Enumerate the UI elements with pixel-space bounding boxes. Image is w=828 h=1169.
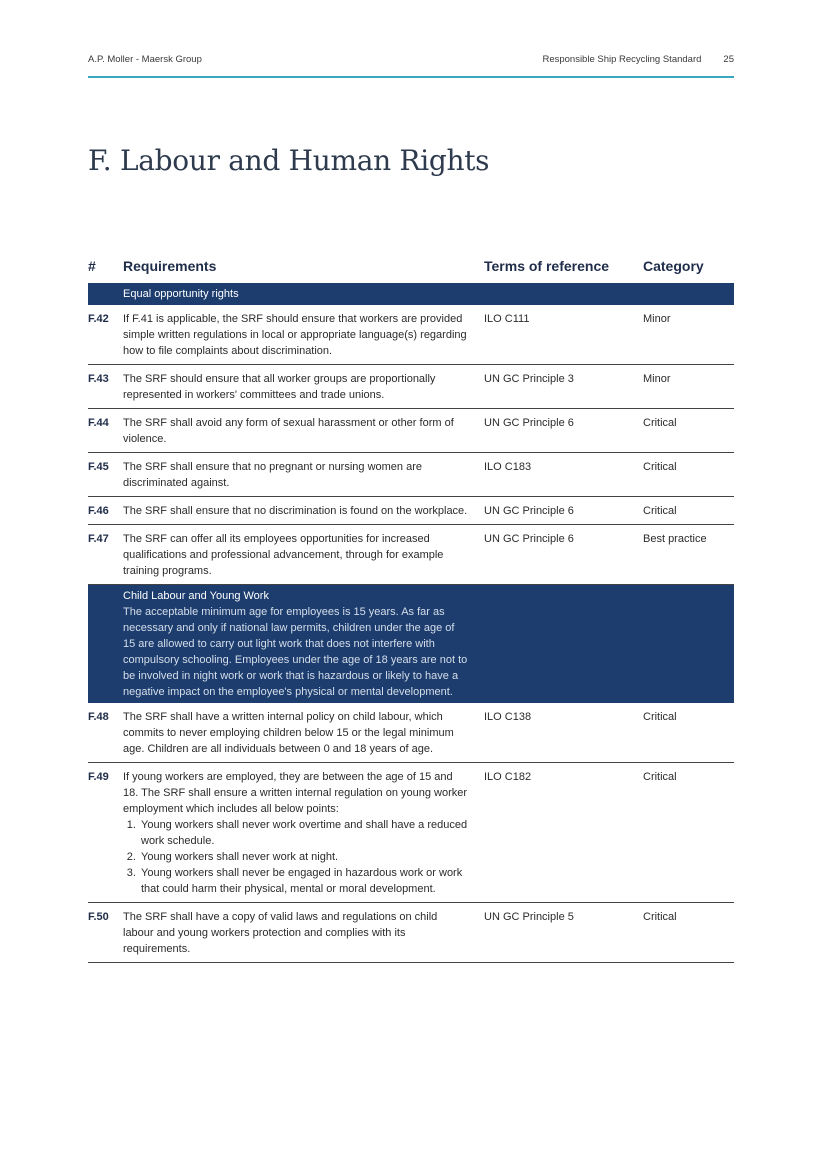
category: Minor [643,373,671,385]
requirement-text: The SRF shall have a written internal policy on child labour, which commits to never employing children below 15 or the legal minimum age. Children are all individuals between 0 and 18 years of age. [123,711,454,755]
category: Critical [643,505,677,517]
header-divider [88,76,734,78]
reference: ILO C183 [484,461,532,473]
category: Critical [643,771,677,783]
requirement-id: F.44 [88,417,109,429]
reference: UN GC Principle 5 [484,911,574,923]
table-row [88,365,734,409]
column-header-category: Category [643,258,704,274]
reference: ILO C111 [484,313,530,325]
requirement-cell [123,769,468,897]
requirement-id: F.50 [88,911,109,923]
requirement-id: F.42 [88,313,109,325]
requirement-text: If young workers are employed, they are between the age of 15 and 18. The SRF shall ensure a written internal regulation on young worker employment which includes all below points: [123,771,468,815]
document-title [542,54,734,65]
page-header [88,54,734,74]
table-header [88,258,734,282]
requirement-id: F.45 [88,461,109,473]
requirement-text: If F.41 is applicable, the SRF should ensure that workers are provided simple written regulations in local or appropriate language(s) regarding how to file complaints about discrimination. [123,313,467,357]
requirement-text: The SRF shall have a copy of valid laws and regulations on child labour and young workers protection and complies with its requirements. [123,911,438,955]
section-band-title: Child Labour and Young Work [123,590,269,602]
reference: UN GC Principle 6 [484,533,574,545]
reference: UN GC Principle 6 [484,505,574,517]
list-item: 3. Young workers shall never be engaged in hazardous work or work that could harm their physical, mental or moral development. [139,865,468,897]
table-row [88,763,734,903]
requirement-id: F.49 [88,771,109,783]
requirement-text: The SRF can offer all its employees opportunities for increased qualifications and professional advancement, through for example training programs. [123,533,444,577]
section-band-title: Equal opportunity rights [123,288,239,300]
requirement-text: The SRF should ensure that all worker groups are proportionally represented in workers' committees and trade unions. [123,373,436,401]
table-row [88,305,734,365]
section-band-description: The acceptable minimum age for employees is 15 years. As far as necessary and only if national law permits, children under the age of 15 are allowed to carry out light work that does not interfere with compulsory schooling. Employees under the age of 18 years are not to be involved in night work or work that is hazardous or likely to have a negative impact on the employee's physical or mental development. [123,606,468,698]
requirement-id: F.43 [88,373,109,385]
reference: ILO C138 [484,711,532,723]
category: Best practice [643,533,707,545]
table-row [88,409,734,453]
table-row [88,525,734,585]
list-item: 2. Young workers shall never work at night. [139,849,468,865]
section-title: F. Labour and Human Rights [88,144,490,177]
table-row [88,497,734,525]
category: Critical [643,711,677,723]
company-name: A.P. Moller - Maersk Group [88,54,202,65]
requirement-text: The SRF shall ensure that no pregnant or nursing women are discriminated against. [123,461,422,489]
section-band [88,283,734,305]
requirement-id: F.47 [88,533,109,545]
section-band [88,585,734,703]
requirement-id: F.46 [88,505,109,517]
requirement-text: The SRF shall ensure that no discrimination is found on the workplace. [123,505,468,517]
requirement-text: The SRF shall avoid any form of sexual harassment or other form of violence. [123,417,454,445]
reference: UN GC Principle 3 [484,373,574,385]
table-row [88,453,734,497]
list-item: 1. Young workers shall never work overtime and shall have a reduced work schedule. [139,817,468,849]
category: Critical [643,417,677,429]
page-number: 25 [723,54,734,65]
table-row [88,903,734,963]
category: Minor [643,313,671,325]
category: Critical [643,911,677,923]
reference: ILO C182 [484,771,532,783]
category: Critical [643,461,677,473]
requirement-list [123,817,468,897]
column-header-requirements: Requirements [123,258,217,274]
reference: UN GC Principle 6 [484,417,574,429]
column-header-terms: Terms of reference [484,258,610,274]
table-row [88,703,734,763]
column-header-number: # [88,258,96,274]
requirement-id: F.48 [88,711,109,723]
requirements-table [88,283,734,963]
document-name: Responsible Ship Recycling Standard [542,54,702,65]
